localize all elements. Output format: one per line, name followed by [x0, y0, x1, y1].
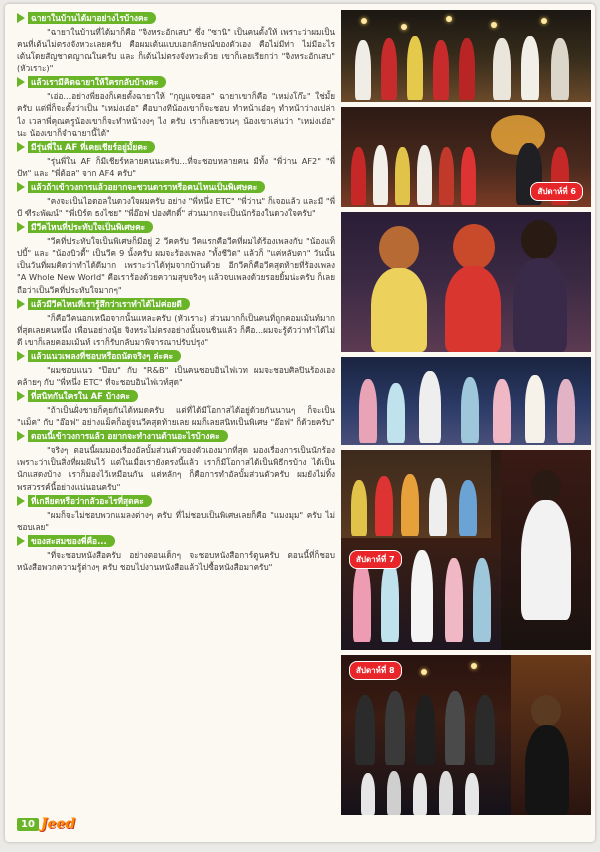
magazine-page — [5, 4, 595, 842]
question-heading — [17, 12, 335, 24]
answer-text: "รุ่นพี่ใน AF ก็มีเชียร์หลายคนนะครับ...ที่จะชอบหลายคน มีทั้ง "พี่ว่าน AF2" "พี่ปัท" และ "พี่ต้อล" จาก AF4 ครับ" — [17, 155, 335, 178]
arrow-bullet-icon — [17, 182, 25, 192]
question-text: แล้วเรามีคิดฉายาให้ใครกลับบ้างคะ — [28, 76, 166, 88]
photo-stage-lineup — [341, 10, 591, 102]
page-number: 10 — [17, 818, 39, 831]
week-badge: สัปดาห์ที่ 6 — [530, 182, 583, 201]
question-text: มีวีคไหนที่ประทับใจเป็นพิเศษคะ — [28, 221, 153, 233]
question-text: มีรุ่นพี่ใน AF ที่เคยเชียร์อยู่มั้ยคะ — [28, 141, 155, 153]
question-heading — [17, 181, 335, 193]
arrow-bullet-icon — [17, 142, 25, 152]
question-heading — [17, 350, 335, 362]
photo-week-6 — [341, 107, 591, 207]
photo-week-7 — [341, 450, 591, 650]
photo-column — [341, 10, 591, 820]
question-text: ของสะสมของพี่คือ... — [28, 535, 115, 547]
arrow-bullet-icon — [17, 496, 25, 506]
question-text: ที่สนิทกันใครใน AF บ้างคะ — [28, 390, 138, 402]
question-heading — [17, 430, 335, 442]
arrow-bullet-icon — [17, 77, 25, 87]
photo-performance — [341, 357, 591, 445]
question-heading — [17, 298, 335, 310]
week-badge: สัปดาห์ที่ 8 — [349, 661, 402, 680]
answer-text: "ผมชอบแนว "ป๊อบ" กับ "R&B" เป็นคนชอบอินไฟเวท ผมจะชอบศิลปินร้องเองคล้ายๆ กับ "พี่หนึ่ง ETC" ที่จะชอบอินไฟเวท์สุด" — [17, 364, 335, 387]
arrow-bullet-icon — [17, 351, 25, 361]
answer-text: "ผมก็จะไม่ชอบพวกแมลงต่างๆ ครับ ที่ไม่ชอบเป็นพิเศษเลยก็คือ "แมงมุม" ครับ ไม่ชอบเลย" — [17, 509, 335, 532]
arrow-bullet-icon — [17, 536, 25, 546]
photo-trio-closeup — [341, 212, 591, 352]
week-badge: สัปดาห์ที่ 7 — [349, 550, 402, 569]
question-heading — [17, 76, 335, 88]
answer-text: "ก็คือวีคนอกเหนือจากนั้นแหละครับ (หัวเราะ) ส่วนมากก็เป็นคนที่ถูกคอมเม้นท์มากที่สุดเลยคนหนึ่ง เพื่อนอย่างนุ้ย จิงหระไม่ตรงอย่างนั้นจนชินแล้ว ก็คือ...ผมจะรู้ตัวว่าทำได้ไม่ดี เขาก็เลยคอมเม้นท์ เราก็รับกลับมาพิจารณาปรับปรุง" — [17, 312, 335, 347]
question-heading — [17, 390, 335, 402]
answer-text: "ที่จะชอบหนังสือครับ อย่างตอนเด็กๆ จะชอบหนังสือการ์ตูนครับ ตอนนี้ที่ก็ชอบหนังสือพวกความรู้ต่างๆ ครับ ชอบไปงานหนังสือแล้วไปซื้อหนังสือมาครับ" — [17, 549, 335, 572]
answer-text: "ถ้าเป็นฝั่งชายก็คุยกันได้หมดครับ แต่ที่ได้มีโอกาสได้อยู่ด้วยกันนานๆ ก็จะเป็น "แม็ค" กับ "อ๊อฟ" อย่างแม็คก็อยู่จนวีคสุดท้ายเลย ผมก็เลยสนิทเป็นพิเศษ "อ๊อฟ" ก็ด้วยครับ" — [17, 405, 335, 428]
answer-text: "วีคที่ประทับใจเป็นพิเศษก็มีอยู่ 2 วีคครับ วีคแรกคือวีคที่ผมได้ร้องเพลงกับ "น้องแท็ปบี้" และ "น้องบิวตี้" เป็นวีค 9 นั้งครับ ผมจะร้องเพลง "ทั้งชีวิต" แล้วก็ "แค่หลับตา" วันนั้นเป็นวันที่ผมคิดว่าทำได้ดีมาก เพราะว่าได้ทุ่มจากบ้านด้วย อีกวีคก็คือวีคสุดท้ายที่ร้องเพลง "A Whole New World" คือเราร้องด้วยความสุขจริงๆ แล้วจบเพลงด้วยรอยยิ้มน่ะครับ ก็เลยถือว่าเป็นวีคที่ประทับใจมากๆ" — [17, 236, 335, 295]
page-footer — [17, 816, 75, 832]
answer-text: "คงจะเป็นไอดอลในดวงใจผมครับ อย่าง "พี่หนึ่ง ETC" "พี่ว่าน" ก็เจอแล้ว และมี "พี่บี ฑีระพัฒน์" "พี่เบิร์ด ธงไชย" "พี่อ๊อฟ ปองศักดิ์" ส่วนมากจะเป็นนักร้องในดวงใจครับ" — [17, 195, 335, 219]
question-text: ฉายาในบ้านได้มาอย่างไรบ้างคะ — [28, 12, 156, 24]
answer-text: "จริงๆ ตอนนี้ผมมองเรื่องอัลบั้มส่วนตัวของตัวเองมากที่สุด มองเรื่องการเป็นนักร้องเพราะว่าเป็นสิ่งที่ผมฝันไว้ แต่ในเมื่อเรายังตรงนี้แล้ว เราก็มีโอกาสได้เป็นพิธีกรบ้าง ได้เป็นนักแสดงบ้าง เราก็มองไว้เหมือนกัน แต่หลักๆ ก็คือการทำอัลบั้มส่วนตัวครับ ผมยังไม่ทิ้งพรสวรรค์นี้อย่างแน่นอนครับ" — [17, 445, 335, 492]
arrow-bullet-icon — [17, 431, 25, 441]
question-text: ที่เกลียดหรือว่ากลัวอะไรที่สุดคะ — [28, 495, 152, 507]
arrow-bullet-icon — [17, 391, 25, 401]
magazine-logo: Jeed — [40, 816, 76, 832]
arrow-bullet-icon — [17, 222, 25, 232]
question-heading — [17, 495, 335, 507]
arrow-bullet-icon — [17, 299, 25, 309]
question-text: แล้วแนวเพลงที่ชอบหรือถนัดจริงๆ ล่ะคะ — [28, 350, 181, 362]
question-heading — [17, 221, 335, 233]
photo-week-8 — [341, 655, 591, 815]
question-text: แล้วถ้าเข้าวงการแล้วอยากจะชวนดาราหรือคนไหนเป็นพิเศษคะ — [28, 181, 265, 193]
question-text: แล้วมีวีคไหนที่เรารู้สึกว่าเราทำได้ไม่ค่อยดี — [28, 298, 190, 310]
interview-column — [17, 10, 335, 800]
question-text: ตอนนี้เข้าวงการแล้ว อยากจะทำงานด้านอะไรบ้างคะ — [28, 430, 228, 442]
answer-text: "เอ่อ...อย่างพี่ยองก็เคยตั้งฉายาให้ "กุญแจซอล" ฉายาเขาก็คือ "เหม่งโก๊ะ" ใช่มั้ยครับ แต่พี่ก็จะตั้งว่าเป็น "เหม่งเอ๋อ" คือบางทีน้องเขาก็จะชอบ ทำหน้าเอ๋อๆ ทำหน้าว่างเปล่าไง เวลาพี่คุณครูน้องเขาก็จะทำหน้างงๆ ไง ครับ เราก็เลยชวนๆ น้องเขาเล่นว่า "เหม่งเอ๋อ" นะ น้องเขาก็จำฉายานี้ได้" — [17, 91, 335, 138]
answer-text: "ฉายาในบ้านที่ได้มาก็คือ "จิงหระอักเสบ" ซึ่ง "ซานิ" เป็นคนตั้งให้ เพราะว่าผมเป็นคนที่เต้นไม่ตรงจังหวะเลยครับ คือผมเต้นแบบเอกลักษณ์ของตัวเอง คือไม่มีท่า ไม่มีอะไร เต้นโดยสัญชาตญาณในครับ และ ก็เต้นไม่ตรงจังหวะด้วย เขาก็เลยเรียกว่า "จิงหระอักเสบ" (หัวเราะ)" — [17, 27, 335, 74]
question-heading — [17, 141, 335, 153]
arrow-bullet-icon — [17, 13, 25, 23]
question-heading — [17, 535, 335, 547]
